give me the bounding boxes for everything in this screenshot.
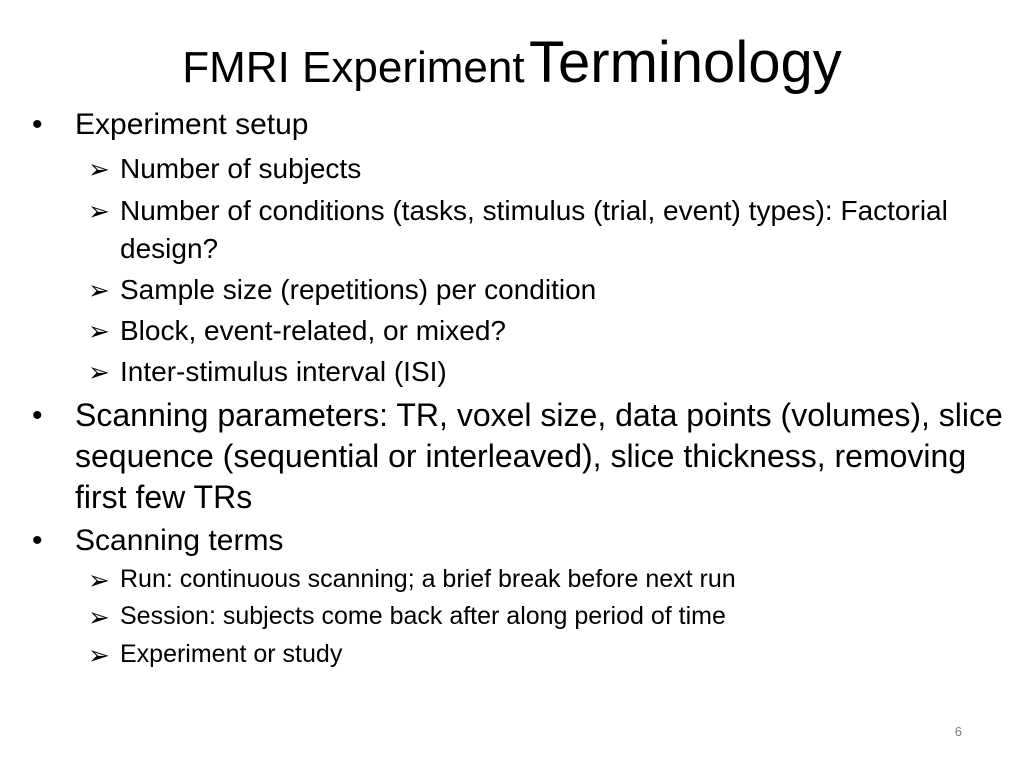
sub-item-text: Sample size (repetitions) per condition <box>120 274 597 305</box>
arrow-bullet-icon: ➢ <box>88 275 110 305</box>
bullet-item-scanning-parameters <box>32 395 1005 518</box>
bullet-dot: • <box>32 108 43 141</box>
bullet-item-scanning-terms <box>32 524 1005 558</box>
bullet-text: Scanning parameters: TR, voxel size, data points (volumes), slice sequence (sequential or interleaved), slice thickness, removing first few TRs <box>75 397 1003 515</box>
arrow-bullet-icon: ➢ <box>88 602 110 632</box>
sub-item-text: Number of conditions (tasks, stimulus (trial, event) types): Factorial design? <box>120 195 948 264</box>
page-number: 6 <box>954 724 962 739</box>
sub-item-text: Number of subjects <box>120 153 362 184</box>
title-part-2: Terminology <box>529 30 842 95</box>
bullet-dot: • <box>32 399 43 432</box>
sub-item-text: Experiment or study <box>120 640 343 668</box>
sub-item-sample-size <box>88 271 1000 309</box>
arrow-bullet-icon: ➢ <box>88 357 110 387</box>
slide-title <box>0 24 1024 117</box>
sub-item-design-type <box>88 312 1000 350</box>
sub-item-subjects <box>88 150 1000 188</box>
sub-item-text: Run: continuous scanning; a brief break before next run <box>120 565 736 593</box>
sub-item-experiment-or-study <box>88 640 1000 670</box>
sub-item-text: Block, event-related, or mixed? <box>120 315 506 346</box>
bullet-item-experiment-setup <box>32 108 1005 142</box>
arrow-bullet-icon: ➢ <box>88 640 110 670</box>
bullet-text: Scanning terms <box>75 524 284 557</box>
sub-item-isi <box>88 353 1000 391</box>
arrow-bullet-icon: ➢ <box>88 565 110 595</box>
title-part-1: FMRI Experiment <box>182 43 525 92</box>
sub-item-run <box>88 565 1000 595</box>
arrow-bullet-icon: ➢ <box>88 196 110 226</box>
arrow-bullet-icon: ➢ <box>88 316 110 346</box>
sub-item-text: Inter-stimulus interval (ISI) <box>120 356 447 387</box>
bullet-text: Experiment setup <box>75 108 309 141</box>
sub-item-text: Session: subjects come back after along period of time <box>120 602 726 630</box>
sub-item-session <box>88 602 1000 632</box>
arrow-bullet-icon: ➢ <box>88 154 110 184</box>
bullet-dot: • <box>32 524 43 557</box>
sub-item-conditions <box>88 192 1000 268</box>
